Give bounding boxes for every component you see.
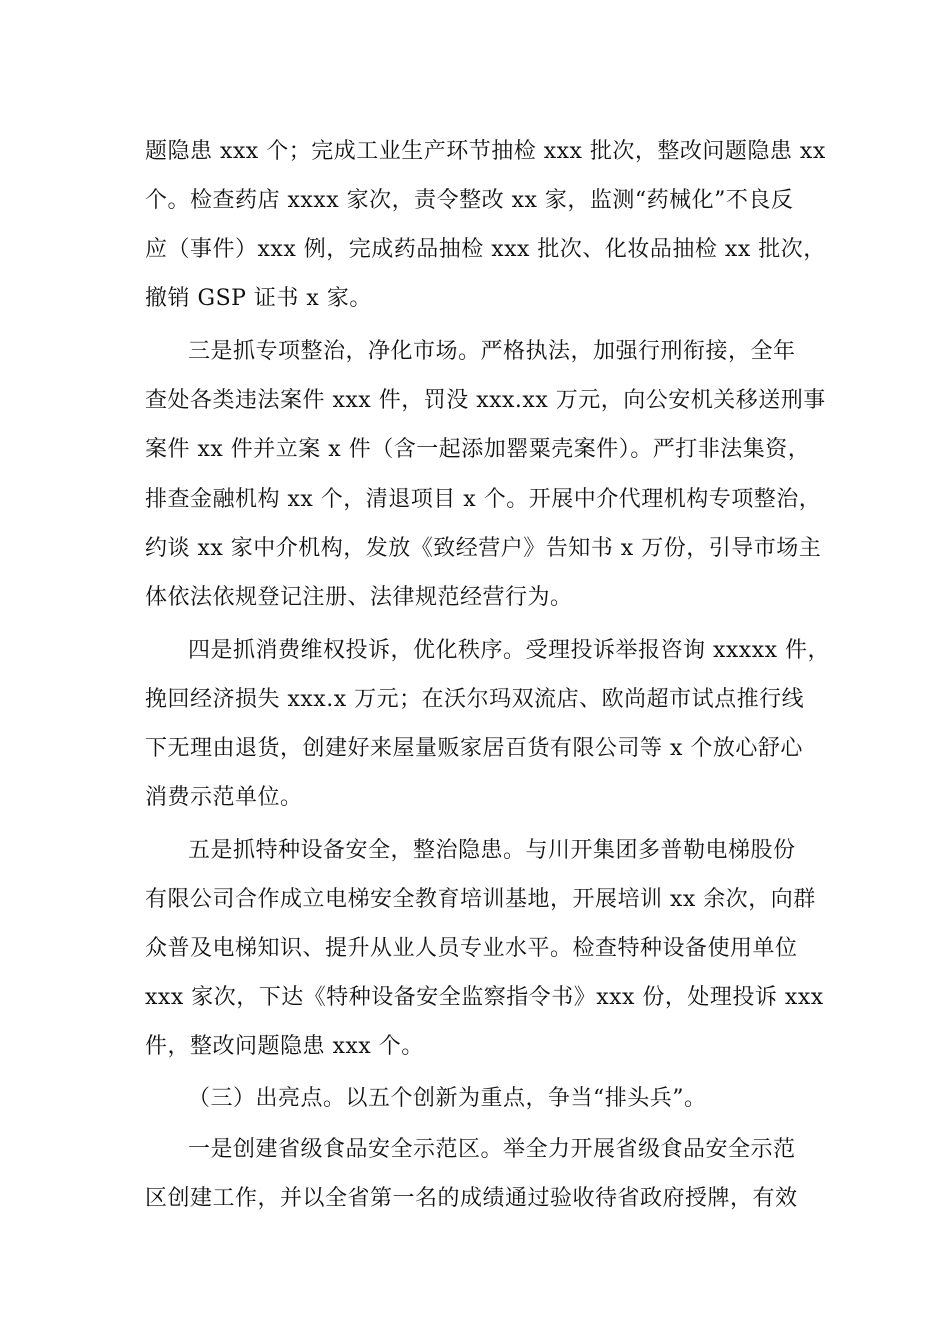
paragraph-start-line: 五是抓特种设备安全，整治隐患。与川开集团多普勒电梯股份 <box>188 838 796 863</box>
paragraph-start-line: 三是抓专项整治，净化市场。严格执法，加强行刑衔接，全年 <box>188 339 796 364</box>
text-line: 区创建工作，并以全省第一名的成绩通过验收待省政府授牌，有效 <box>145 1186 798 1211</box>
text-line: 排查金融机构 xx 个，清退项目 x 个。开展中介代理机构专项整治， <box>145 487 822 512</box>
text-line: 撤销 GSP 证书 x 家。 <box>145 286 372 311</box>
text-line: 下无理由退货，创建好来屋量贩家居百货有限公司等 x 个放心舒心 <box>145 736 803 761</box>
text-line: 众普及电梯知识、提升从业人员专业水平。检查特种设备使用单位 <box>145 936 798 961</box>
text-line: 消费示范单位。 <box>145 785 303 810</box>
text-line: 有限公司合作成立电梯安全教育培训基地，开展培训 xx 余次，向群 <box>145 887 816 912</box>
text-line: 体依法依规登记注册、法律规范经营行为。 <box>145 585 573 610</box>
section-heading: （三）出亮点。以五个创新为重点，争当“排头兵”。 <box>188 1086 707 1111</box>
paragraph-start-line: 一是创建省级食品安全示范区。举全力开展省级食品安全示范 <box>188 1137 796 1162</box>
text-line: 查处各类违法案件 xxx 件，罚没 xxx.xx 万元，向公安机关移送刑事 <box>145 388 826 413</box>
text-line: 挽回经济损失 xxx.x 万元；在沃尔玛双流店、欧尚超市试点推行线 <box>145 687 805 712</box>
text-line: xxx 家次，下达《特种设备安全监察指令书》xxx 份，处理投诉 xxx <box>145 985 824 1010</box>
text-line: 约谈 xx 家中介机构，发放《致经营户》告知书 x 万份，引导市场主 <box>145 536 822 561</box>
text-line: 件，整改问题隐患 xxx 个。 <box>145 1034 424 1059</box>
text-line: 案件 xx 件并立案 x 件（含一起添加罂粟壳案件）。严打非法集资， <box>145 437 811 462</box>
text-line: 应（事件）xxx 例，完成药品抽检 xxx 批次、化妆品抽检 xx 批次， <box>145 237 826 262</box>
text-line: 题隐患 xxx 个；完成工业生产环节抽检 xxx 批次，整改问题隐患 xx <box>145 139 826 164</box>
paragraph-start-line: 四是抓消费维权投诉，优化秩序。受理投诉举报咨询 xxxxx 件， <box>188 638 831 663</box>
text-line: 个。检查药店 xxxx 家次，责令整改 xx 家，监测“药械化”不良反 <box>145 188 794 213</box>
